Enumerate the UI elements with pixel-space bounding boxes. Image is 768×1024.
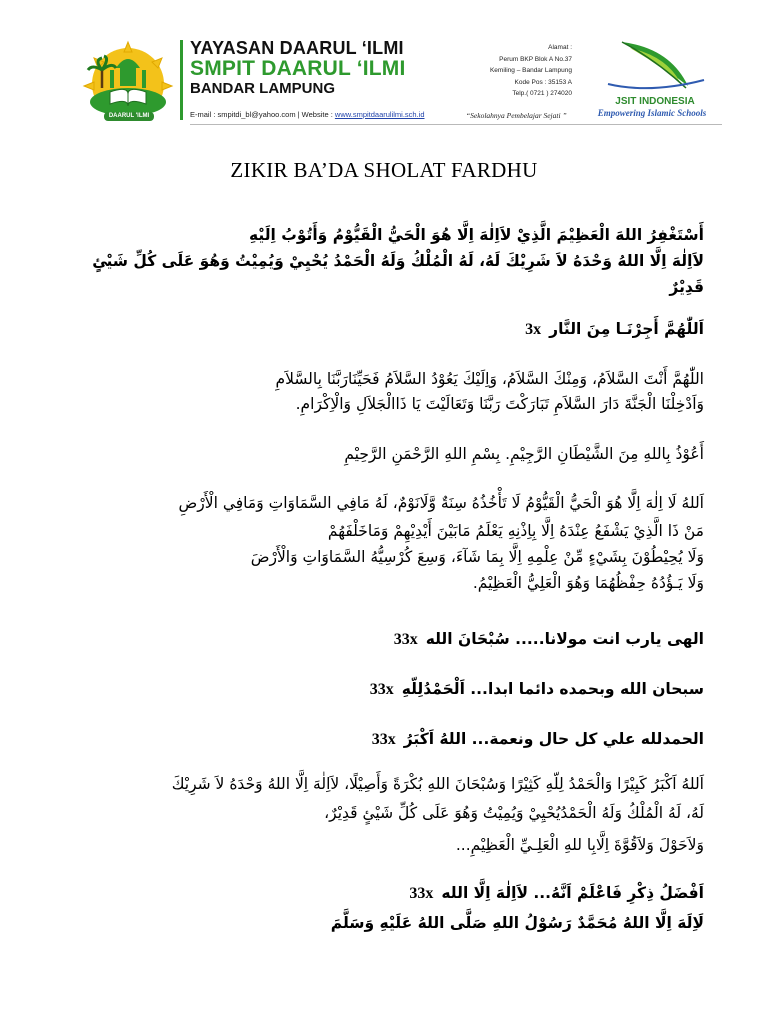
dhikr-line-with-count [409, 882, 704, 905]
logo-caption: DAARUL 'ILMI [104, 112, 154, 121]
dhikr-line: وَلاَحَوْلَ وَلاَقُوَّةَ اِلَّابِا للهِ الْعَلِـيِّ الْعَظِيْمِ... [455, 836, 704, 854]
dhikr-line: اَللهُ لَا اِلٰهَ اِلَّا هُوَ الْحَيُّ الْقَيُّوْمُ لَا تَأْخُذُهُ سِنَةٌ وَّلَانَوْمٌ، لَهُ مَافِي السَّمَاوَاتِ وَمَافِي الْأَرْضِ [178, 494, 704, 512]
dhikr-line: وَلَا يَـؤُدُهُ حِفْظُهُمَا وَهُوَ الْعَلِيُّ الْعَظِيْمُ. [472, 574, 704, 592]
dhikr-line: وَلَا يُحِيْطُوْنَ بِشَيْءٍ مِّنْ عِلْمِهِ اِلَّا بِمَا شَآءَ، وَسِعَ كُرْسِيُّهُ السَّمَاوَاتِ وَالْأَرْضَ [250, 548, 704, 566]
repeat-count: 33x [393, 631, 418, 648]
dhikr-line: مَنْ ذَا الَّذِيْ يَشْفَعُ عِنْدَهُ اِلَّا بِاِذْنِهِ يَعْلَمُ مَابَيْنَ أَيْدِيْهِمْ وَمَاخَلْفَهُمْ [327, 522, 704, 540]
dhikr-line: أَسْتَغْفِرُ اللهَ الْعَظِيْمَ الَّذِيْ لاَاِلٰهَ اِلَّا هُوَ الْحَيُّ الْقَيُّوْمُ وَأَتُوْبُ اِلَيْهِ [248, 226, 704, 244]
website-link[interactable]: www.smpitdaarulilmi.sch.id [334, 110, 425, 119]
dhikr-line: لاَاِلٰهَ اِلَّا اللهُ وَحْدَهُ لاَ شَرِيْكَ لَهُ، لَهُ الْمُلْكُ وَلَهُ الْحَمْدُ يُحْيِيْ وَيُمِيْتُ وَهُوَ عَلَى كُلِّ شَيْئٍ [92, 252, 704, 270]
jsit-name: JSIT INDONESIA [615, 96, 695, 107]
address-label: Alamat : [548, 44, 572, 51]
dhikr-line: لَهُ، لَهُ الْمُلْكُ وَلَهُ الْحَمْدُيُحْيِيْ وَيُمِيْتُ وَهُوَ عَلَى كُلِّ شَيْئٍ قَدِيْرٌ، [324, 804, 704, 822]
dhikr-line-with-count [525, 318, 704, 341]
dhikr-line: أَعُوْذُ بِاللهِ مِنَ الشَّيْطَانِ الرَّجِيْمِ. بِسْمِ اللهِ الرَّحْمَنِ الرَّحِيْمِ [344, 445, 704, 463]
dhikr-text: سبحان الله وبحمده دائما ابدا... اَلْحَمْدُلِلّهِ [401, 680, 704, 698]
dhikr-line: قَدِيْرٌ [669, 278, 704, 296]
repeat-count: 33x [409, 885, 434, 902]
dhikr-text: الحمدلله علي كل حال ونعمة... اللهُ اَكْبَرُ [403, 730, 704, 748]
dhikr-text: اَفْضَلُ ذِكْرِ فَاعْلَمْ اَنَّهُ... لاَاِلٰهَ اِلَّا الله [441, 884, 704, 902]
address-line: Telp.( 0721 ) 274020 [512, 90, 572, 97]
letterhead-divider [180, 40, 183, 120]
dhikr-line-with-count [370, 678, 704, 701]
letterhead [0, 0, 768, 135]
dhikr-line: اَللهُ اَكْبَرُ كَبِيْرًا وَالْحَمْدُ لِلّهِ كَثِيْرًا وَسُبْحَانَ اللهِ بُكْرَةً وَأَصِيْلًا، لاَاِلٰهَ اِلَّا اللهُ وَحْدَهُ لاَ شَرِيْكَ [171, 775, 704, 793]
address-line: Perum BKP Blok A No.37 [499, 55, 572, 63]
dhikr-line: وَاَدْخِلْنَا الْجَنَّةَ دَارَ السَّلاَمِ تَبَارَكْتَ رَبَّنَا وَتَعَالَيْتَ يَا ذَاالْجَلاَلِ وَالْاِكْرَامِ. [295, 395, 704, 413]
dhikr-text: الهى يارب انت مولانا..... سُبْحَانَ الله [425, 630, 704, 648]
school-motto: “Sekolahnya Pembelajar Sejati ” [466, 111, 567, 120]
foundation-name: YAYASAN DAARUL ‘ILMI [190, 38, 404, 58]
letterhead-rule [190, 124, 722, 125]
address-line: Kemiling – Bandar Lampung [489, 67, 572, 74]
dhikr-line: اللّٰهُمَّ أَنْتَ السَّلاَمُ، وَمِنْكَ السَّلاَمُ، وَاِلَيْكَ يَعُوْدُ السَّلاَمُ فَحَيِّنَارَبَّنَا بِالسَّلاَمِ [275, 370, 704, 388]
jsit-tagline: Empowering Islamic Schools [597, 108, 707, 118]
dhikr-line: لَاِلَهَ اِلَّا اللهُ مُحَمَّدٌ رَسُوْلُ اللهِ صَلَّى اللهُ عَلَيْهِ وَسَلَّمَ [330, 914, 704, 932]
repeat-count: 33x [371, 731, 396, 748]
document-title: ZIKIR BA’DA SHOLAT FARDHU [230, 158, 538, 182]
dhikr-text: اَللّٰهُمَّ أَجِرْنَـا مِنَ النَّار [549, 320, 704, 338]
address-block [470, 42, 572, 100]
dhikr-line-with-count [394, 628, 704, 651]
email-label: E-mail : smpitdi_bl@yahoo.com | Website : [190, 110, 335, 119]
school-logo-icon [80, 40, 176, 122]
address-line: Kode Pos : 35153 A [514, 78, 572, 86]
repeat-count: 33x [369, 681, 394, 698]
school-name: SMPIT DAARUL ‘ILMI [190, 57, 406, 80]
repeat-count: 3x [525, 321, 542, 338]
dhikr-line-with-count [372, 728, 704, 751]
jsit-feather-logo-icon [600, 40, 710, 92]
school-city: BANDAR LAMPUNG [190, 80, 335, 97]
contact-line [190, 110, 425, 119]
